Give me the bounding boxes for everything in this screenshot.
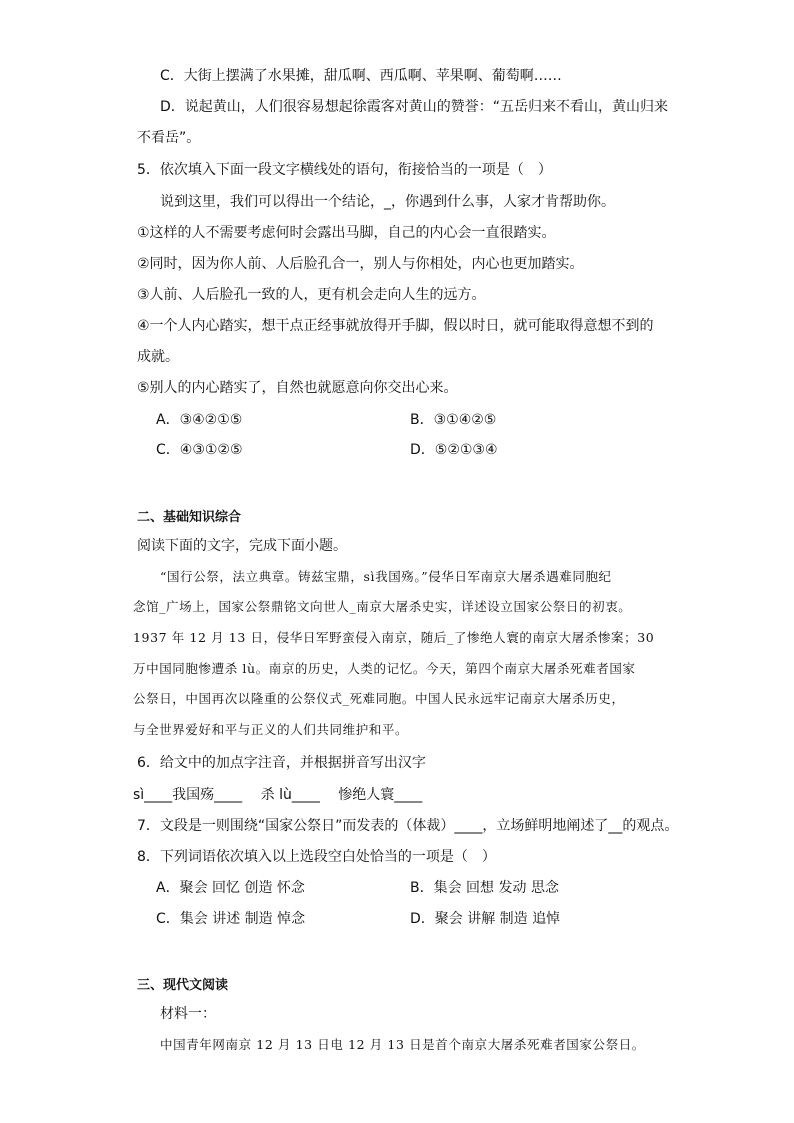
q4-option-d-line1: D．说起黄山，人们很容易想起徐霞客对黄山的赞誉：“五岳归来不看山，黄山归来 — [160, 99, 669, 115]
section-3-heading: 三、现代文阅读 — [137, 978, 229, 993]
q5-option-a: A．③④②①⑤ — [156, 412, 243, 428]
q7-stem: 7．文段是一则围绕“国家公祭日”而发表的（体裁）____，立场鲜明地阐述了__的观点。 — [137, 818, 679, 834]
q5-sentence-4-line2: 成就。 — [137, 349, 179, 365]
q5-sentence-1: ①这样的人不需要考虑何时会露出马脚，自己的内心会一直很踏实。 — [137, 225, 556, 241]
q5-option-b: B．③①④②⑤ — [410, 412, 497, 428]
q5-sentence-3: ③人前、人后脸孔一致的人，更有机会走向人生的远方。 — [137, 287, 486, 303]
q8-option-d: D．聚会 讲解 制造 追悼 — [410, 911, 561, 927]
q5-sentence-4-line1: ④一个人内心踏实，想干点正经事就放得开手脚，假以时日，就可能取得意想不到的 — [137, 318, 654, 334]
section-2-heading: 二、基础知识综合 — [137, 510, 242, 525]
reading-passage-line-1: “国行公祭，法立典章。铸兹宝鼎，sì我国殇。”侵华日军南京大屠杀遇难同胞纪 — [160, 569, 612, 584]
q5-passage: 说到这里，我们可以得出一个结论，_，你遇到什么事，人家才肯帮助你。 — [160, 194, 615, 210]
q5-stem: 5．依次填入下面一段文字横线处的语句，衔接恰当的一项是（ ） — [137, 162, 552, 178]
q5-option-c: C．④③①②⑤ — [156, 442, 243, 458]
q8-option-a: A．聚会 回忆 创造 怀念 — [156, 880, 305, 896]
q5-option-d: D．⑤②①③④ — [410, 442, 498, 458]
reading-passage-line-6: 与全世界爱好和平与正义的人们共同维护和平。 — [133, 722, 409, 737]
material-1-line-1: 中国青年网南京 12 月 13 日电 12 月 13 日是首个南京大屠杀死难者国家公祭日。 — [160, 1037, 645, 1052]
q8-option-b: B．集会 回想 发动 思念 — [410, 880, 559, 896]
q6-stem: 6．给文中的加点字注音，并根据拼音写出汉字 — [137, 755, 426, 771]
q8-stem: 8．下列词语依次填入以上选段空白处恰当的一项是（ ） — [137, 849, 496, 865]
reading-passage-line-3: 1937 年 12 月 13 日，侵华日军野蛮侵入南京，随后_了惨绝人寰的南京大屠杀惨案；30 — [133, 630, 655, 645]
reading-passage-line-2: 念馆_广场上，国家公祭鼎铭文向世人_南京大屠杀史实，详述设立国家公祭日的初衷。 — [133, 599, 632, 614]
q6-blanks: sì____我国殇____ 杀 lù____ 惨绝人寰____ — [133, 787, 423, 803]
material-1-label: 材料一： — [160, 1006, 216, 1022]
q4-option-c: C．大街上摆满了水果摊，甜瓜啊、西瓜啊、苹果啊、葡萄啊…… — [160, 68, 562, 84]
q8-option-c: C．集会 讲述 制造 悼念 — [156, 911, 306, 927]
q5-sentence-2: ②同时，因为你人前、人后脸孔合一，别人与你相处，内心也更加踏实。 — [137, 256, 584, 272]
reading-passage-line-5: 公祭日，中国再次以隆重的公祭仪式_死难同胞。中国人民永远牢记南京大屠杀历史， — [133, 691, 625, 706]
reading-passage-line-4: 万中国同胞惨遭杀 lù。南京的历史，人类的记忆。今天，第四个南京大屠杀死难者国家 — [133, 661, 636, 676]
q5-sentence-5: ⑤别人的内心踏实了，自然也就愿意向你交出心来。 — [137, 380, 458, 396]
section-2-instruction: 阅读下面的文字，完成下面小题。 — [137, 538, 347, 554]
q4-option-d-line2: 不看岳”。 — [137, 130, 201, 146]
